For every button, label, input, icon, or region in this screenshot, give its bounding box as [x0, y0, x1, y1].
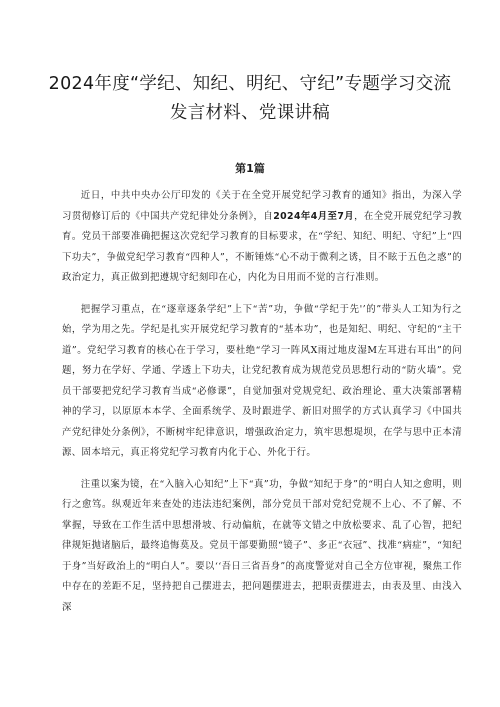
document-title: 2024年度“学纪、知纪、明纪、守纪”专题学习交流发言材料、党课讲稿 [48, 74, 452, 123]
section-heading: 第1篇 [235, 162, 265, 175]
paragraph-3: 注重以案为镜，在“入脑入心知纪”上下“真”功，争做“知纪于身”的“明白人知之愈明，则行之愈笃。纵观近年来查处的违法违纪案例，部分党员干部对党纪党规不上心、不了解、不掌握，导致在工作生活中思想滑坡、行动偏航，在就等文错之中放松要求、乱了心智，把纪律规矩抛诸脑后，最终追悔莫及。党员干部要勤照“镜子”、多正“衣冠”、找准“病症”，“知纪于身”当好政治上的“明白人”。要以‘‘吾日三省吾身”的高度警觉对自己全方位审视，聚焦工作中存在的差距不足，坚持把自己摆进去，把问题摆进去，把职责摆进去，由表及里、由浅入深 [62, 478, 462, 613]
paragraph-1-pre: 近日，中共中央办公厅印发的《关于在全党开展党纪学习教育的通知》指出，为深入学习贯彻修订后的《中国共产党纪律处分条例》，自 [62, 190, 462, 222]
paragraph-1-post: ，在全党开展党纪学习教育。党员干部要准确把握这次党纪学习教育的目标要求，在“学纪、知纪、明纪、守纪”上“四下功夫”，争做党纪学习教育“四种人”，不断锤炼“心不动于微利之诱，目不眩于五色之惑”的政治定力，真正做到把遵规守纪刻印在心，内化为日用而不觉的言行准则。 [62, 210, 462, 283]
paragraph-2: 把握学习重点，在“逐章逐条学纪”上下“苦”功，争做“学纪于先'’的”带头人工知为行之始，学为用之先。学纪是扎实开展党纪学习教育的“基本功”，也是知纪、明纪、守纪的“主干道”。党纪学习教育的核心在于学习，要杜绝“学习一阵风X雨过地皮湿M左耳进右耳出”的问题，努力在学好、学通、学透上下功夫，让党纪教育成为规范党员思想行动的“防火墙”。党员干部要把党纪学习教育当成“必修课”，自觉加强对党规党纪、政治理论、重大决策部署精神的学习，以原原本本学、全面系统学、及时跟进学、新旧对照学的方式认真学习《中国共产党纪律处分条例》，不断树牢纪律意识，增强政治定力，筑牢思想堤坝，在学与思中正本清源、固本培元，真正将党纪学习教育内化于心、外化于行。 [62, 303, 462, 458]
paragraph-1-date: 2024年4月至7月 [273, 210, 355, 222]
document-body [62, 186, 462, 629]
paragraph-1 [62, 186, 462, 289]
